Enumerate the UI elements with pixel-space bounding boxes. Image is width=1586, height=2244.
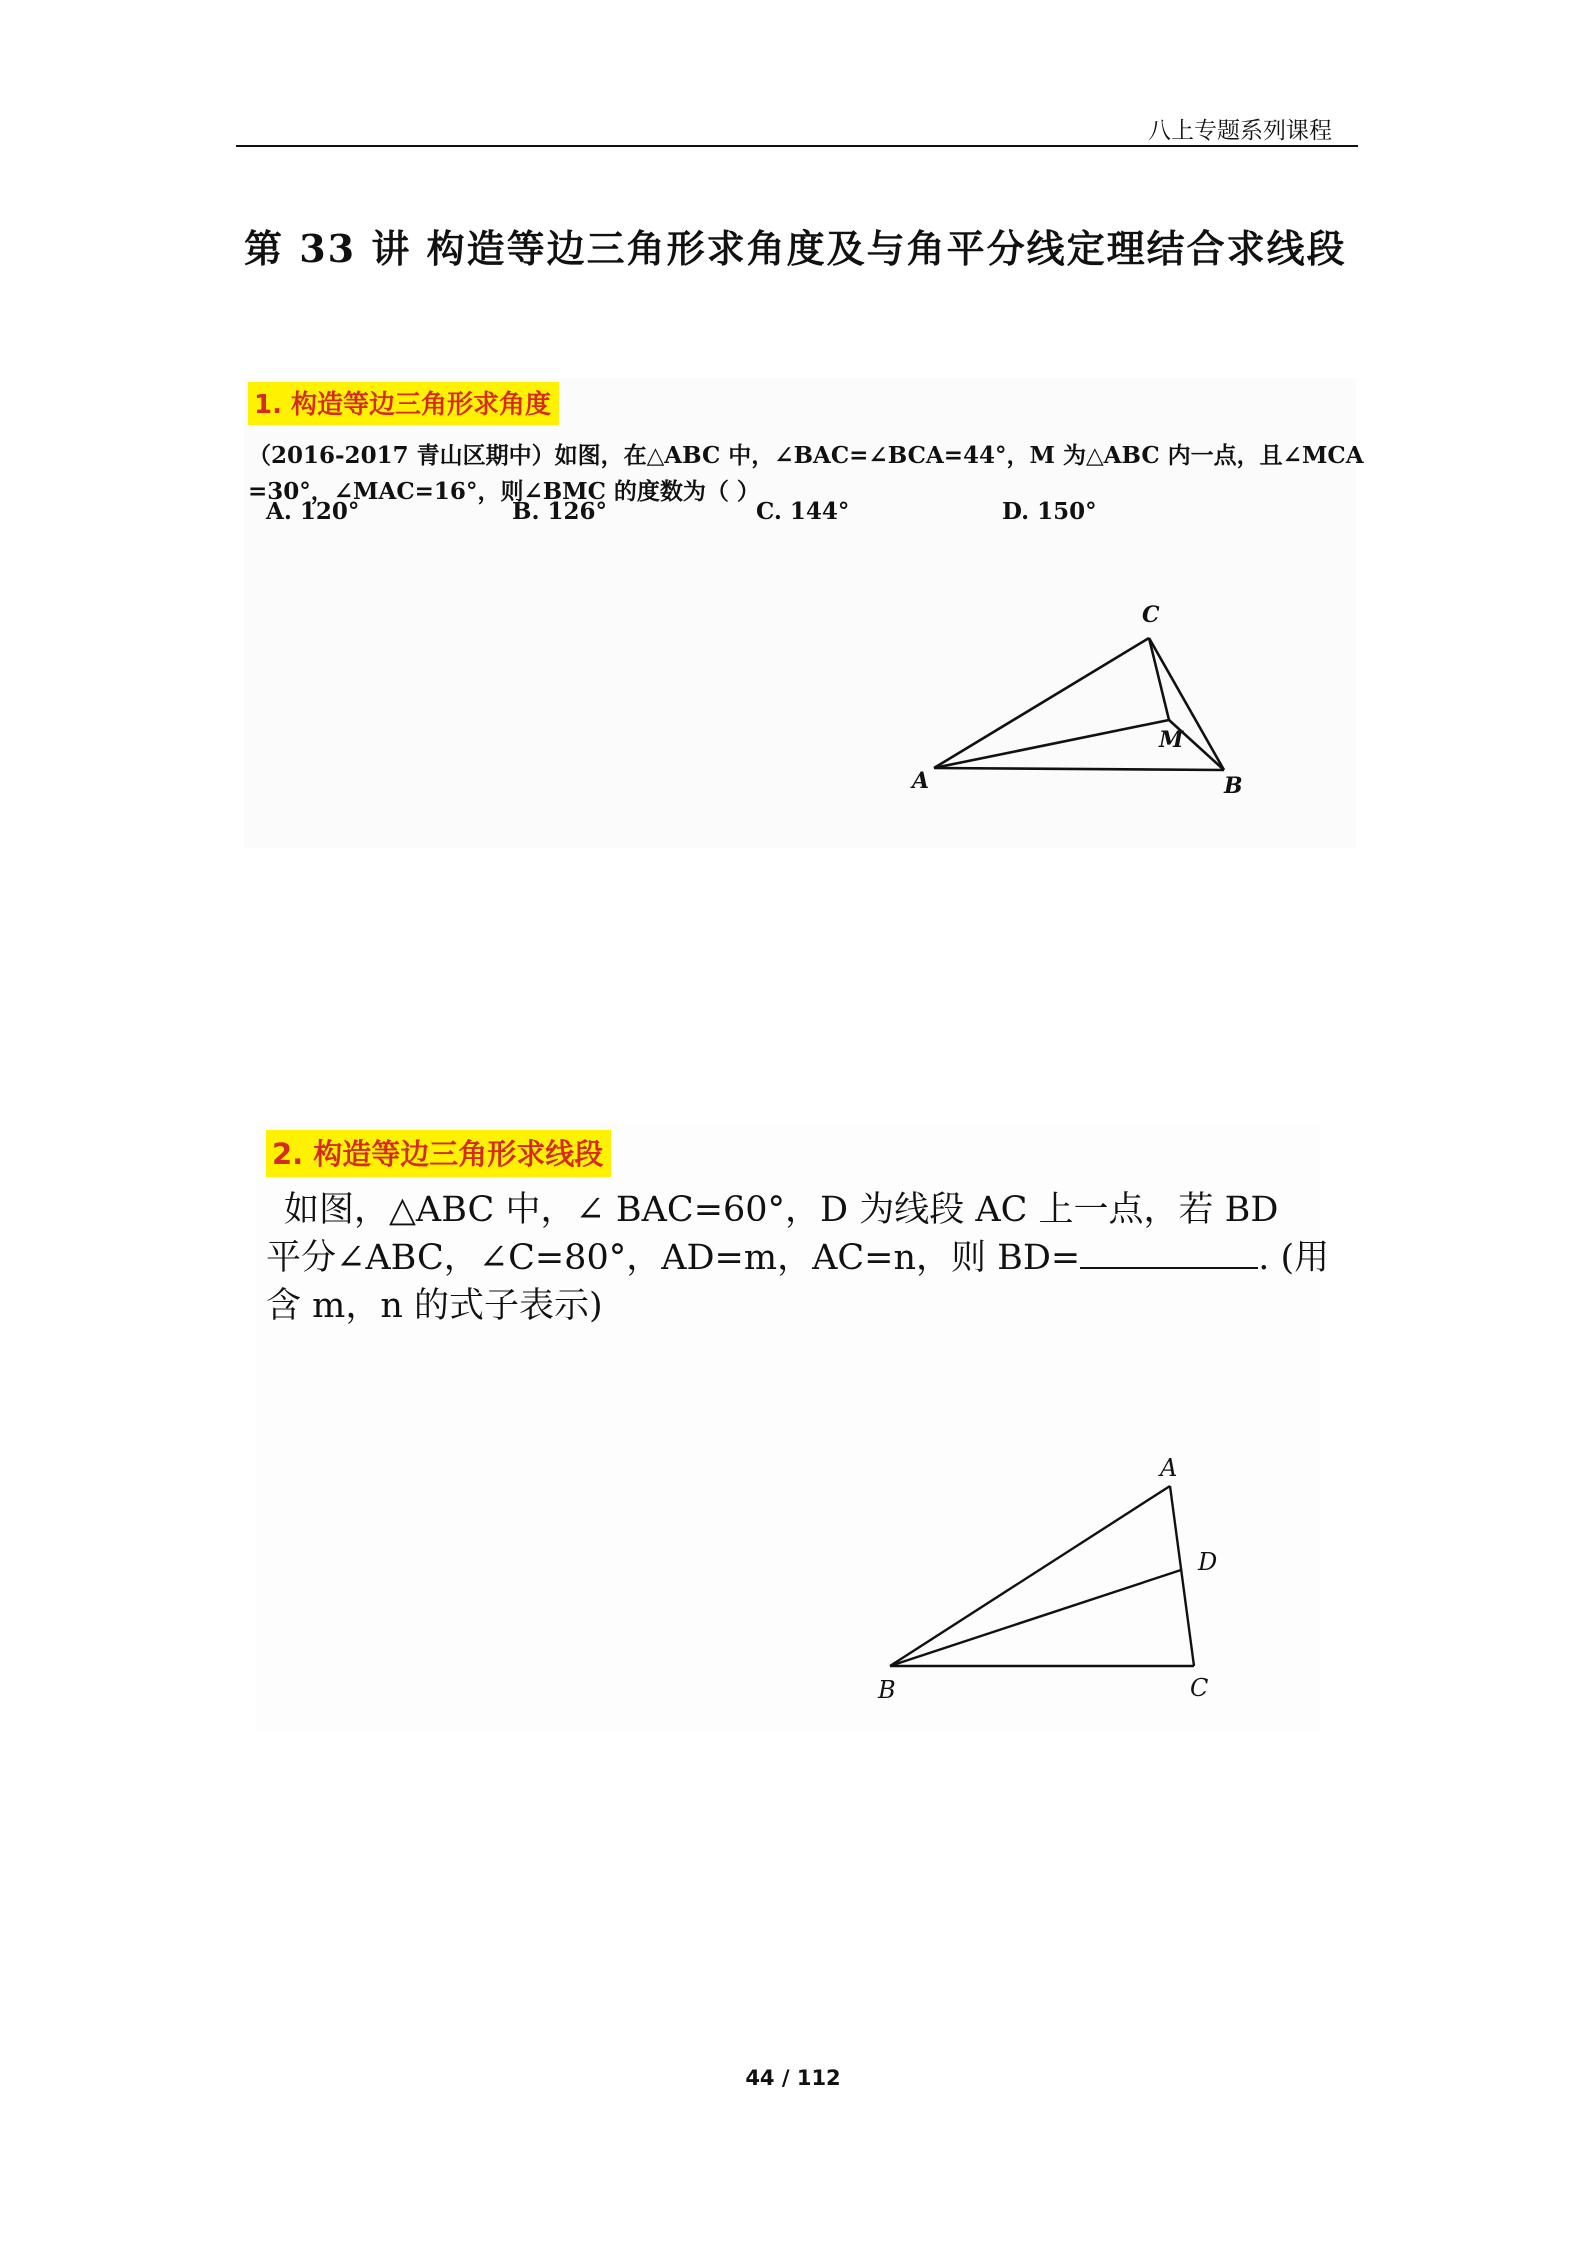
- question-2-text: [266, 1186, 1330, 1330]
- choice-a: A. 120°: [266, 498, 360, 525]
- triangle-abc-m-figure: [904, 578, 1354, 878]
- question-2-line-3: 含 m，n 的式子表示): [266, 1286, 603, 1326]
- question-2-line-2: [266, 1234, 1330, 1282]
- segment-ac: [1170, 1486, 1194, 1666]
- page-title: 第 33 讲 构造等边三角形求角度及与角平分线定理结合求线段: [244, 226, 1347, 271]
- triangle-abc-d-figure: [876, 1404, 1276, 1714]
- question-2-line-2-suffix: . (用: [1258, 1238, 1330, 1278]
- label-b: B: [878, 1676, 896, 1704]
- label-a: A: [1160, 1454, 1178, 1482]
- section-2-heading: 2. 构造等边三角形求线段: [266, 1130, 611, 1177]
- question-1-line-2: =30°，∠MAC=16°，则∠BMC 的度数为（ ）: [248, 478, 760, 505]
- question-1-line-1: （2016-2017 青山区期中）如图，在△ABC 中，∠BAC=∠BCA=44°，M 为△ABC 内一点，且∠MCA: [248, 442, 1364, 469]
- question-2-line-2-text: 平分∠ABC，∠C=80°，AD=m，AC=n，则 BD=: [266, 1238, 1081, 1278]
- choice-c: C. 144°: [756, 498, 850, 525]
- label-c: C: [1142, 602, 1160, 628]
- question-1-choices: [266, 498, 1356, 532]
- label-b: B: [1224, 773, 1243, 799]
- choice-d: D. 150°: [1002, 498, 1097, 525]
- segment-ba: [890, 1486, 1170, 1666]
- choice-b: B. 126°: [512, 498, 607, 525]
- segment-ab: [934, 768, 1224, 770]
- label-d: D: [1198, 1548, 1218, 1576]
- section-1-heading: 1. 构造等边三角形求角度: [248, 382, 559, 425]
- label-m: M: [1159, 727, 1184, 753]
- header-series-title: 八上专题系列课程: [1148, 118, 1332, 144]
- page-number: 44 / 112: [745, 2066, 841, 2090]
- question-2-line-1: 如图，△ABC 中，∠ BAC=60°，D 为线段 AC 上一点，若 BD: [284, 1190, 1279, 1230]
- label-a: A: [912, 768, 930, 794]
- segment-am: [934, 720, 1169, 768]
- segment-ac: [934, 638, 1149, 768]
- question-1-panel: [244, 378, 1364, 848]
- label-c: C: [1190, 1674, 1209, 1702]
- segment-cm: [1149, 638, 1169, 720]
- header-divider: [236, 145, 1358, 147]
- question-2-panel: [256, 1124, 1330, 1732]
- answer-blank: [1080, 1237, 1258, 1269]
- segment-bd: [890, 1570, 1181, 1666]
